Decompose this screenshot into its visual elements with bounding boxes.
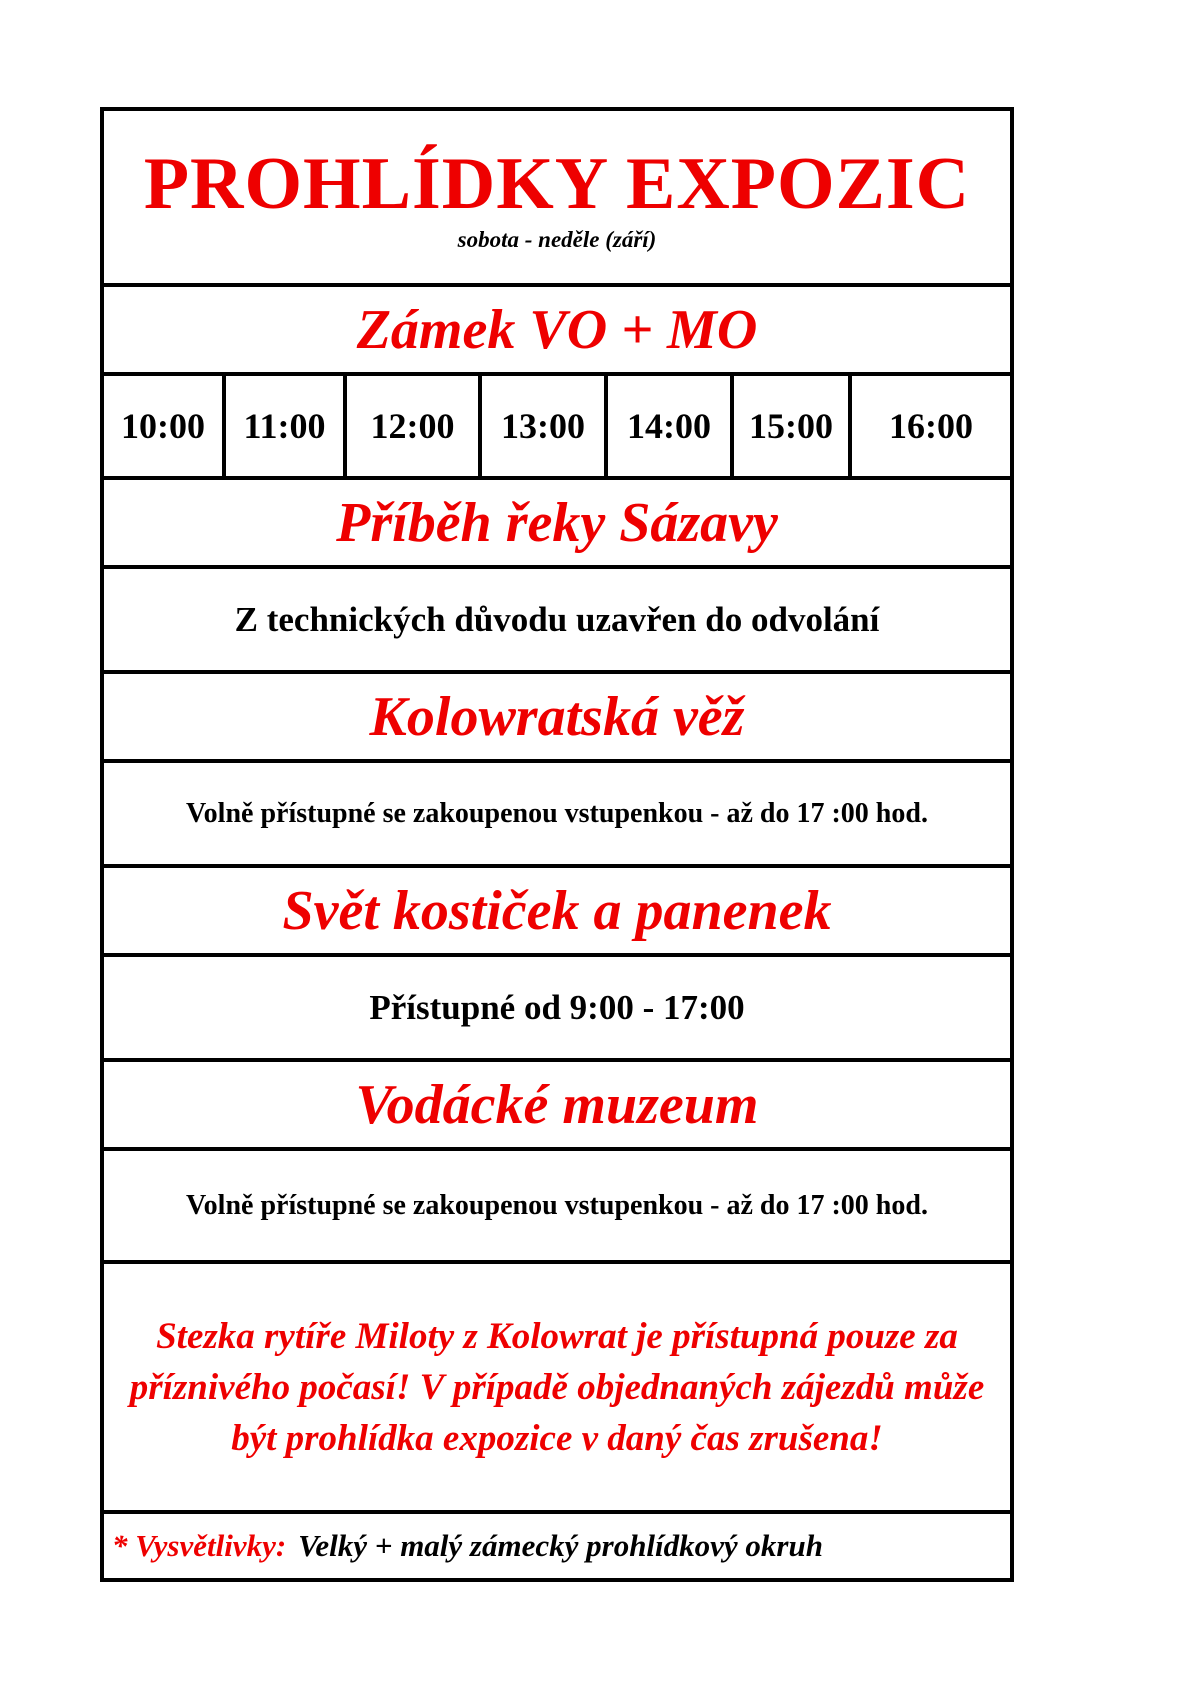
river-heading: Příběh řeky Sázavy (336, 491, 778, 554)
legend-row (104, 1514, 1010, 1578)
time-slot: 12:00 (347, 376, 482, 476)
page-title: PROHLÍDKY EXPOZIC (143, 143, 971, 225)
time-slot: 15:00 (734, 376, 852, 476)
museum-info-row (104, 1151, 1010, 1264)
time-slot: 11:00 (226, 376, 347, 476)
notice-row (104, 1264, 1010, 1514)
tower-info: Volně přístupné se zakoupenou vstupenkou - až do 17 :00 hod. (186, 797, 928, 829)
museum-heading-row (104, 1062, 1010, 1151)
header-section (104, 111, 1010, 287)
dolls-info-row (104, 957, 1010, 1062)
schedule-sheet (100, 107, 1014, 1582)
time-slot: 16:00 (889, 406, 973, 446)
castle-heading-row (104, 287, 1010, 376)
time-slot: 14:00 (608, 376, 734, 476)
weather-notice: Stezka rytíře Miloty z Kolowrat je přístupná pouze za příznivého počasí! V případě objednaných zájezdů může být prohlídka expozice v daný čas zrušena! (129, 1315, 985, 1459)
museum-info: Volně přístupné se zakoupenou vstupenkou - až do 17 :00 hod. (186, 1189, 928, 1221)
page-subtitle: sobota - neděle (září) (457, 227, 657, 252)
tower-heading-row (104, 674, 1010, 763)
river-info-row (104, 569, 1010, 674)
museum-heading: Vodácké muzeum (355, 1073, 759, 1136)
time-slot: 13:00 (482, 376, 608, 476)
tower-info-row (104, 763, 1010, 868)
legend-label: * Vysvětlivky: (112, 1528, 287, 1563)
dolls-heading: Svět kostiček a panenek (282, 879, 832, 942)
time-slot: 10:00 (104, 376, 226, 476)
tower-heading: Kolowratská věž (369, 685, 745, 748)
castle-times-row (104, 376, 1010, 480)
river-info: Z technických důvodu uzavřen do odvolání (234, 599, 880, 639)
legend-text: Velký + malý zámecký prohlídkový okruh (298, 1528, 823, 1563)
dolls-info: Přístupné od 9:00 - 17:00 (369, 987, 745, 1027)
dolls-heading-row (104, 868, 1010, 957)
castle-heading: Zámek VO + MO (356, 298, 758, 361)
legend (112, 1528, 823, 1564)
river-heading-row (104, 480, 1010, 569)
